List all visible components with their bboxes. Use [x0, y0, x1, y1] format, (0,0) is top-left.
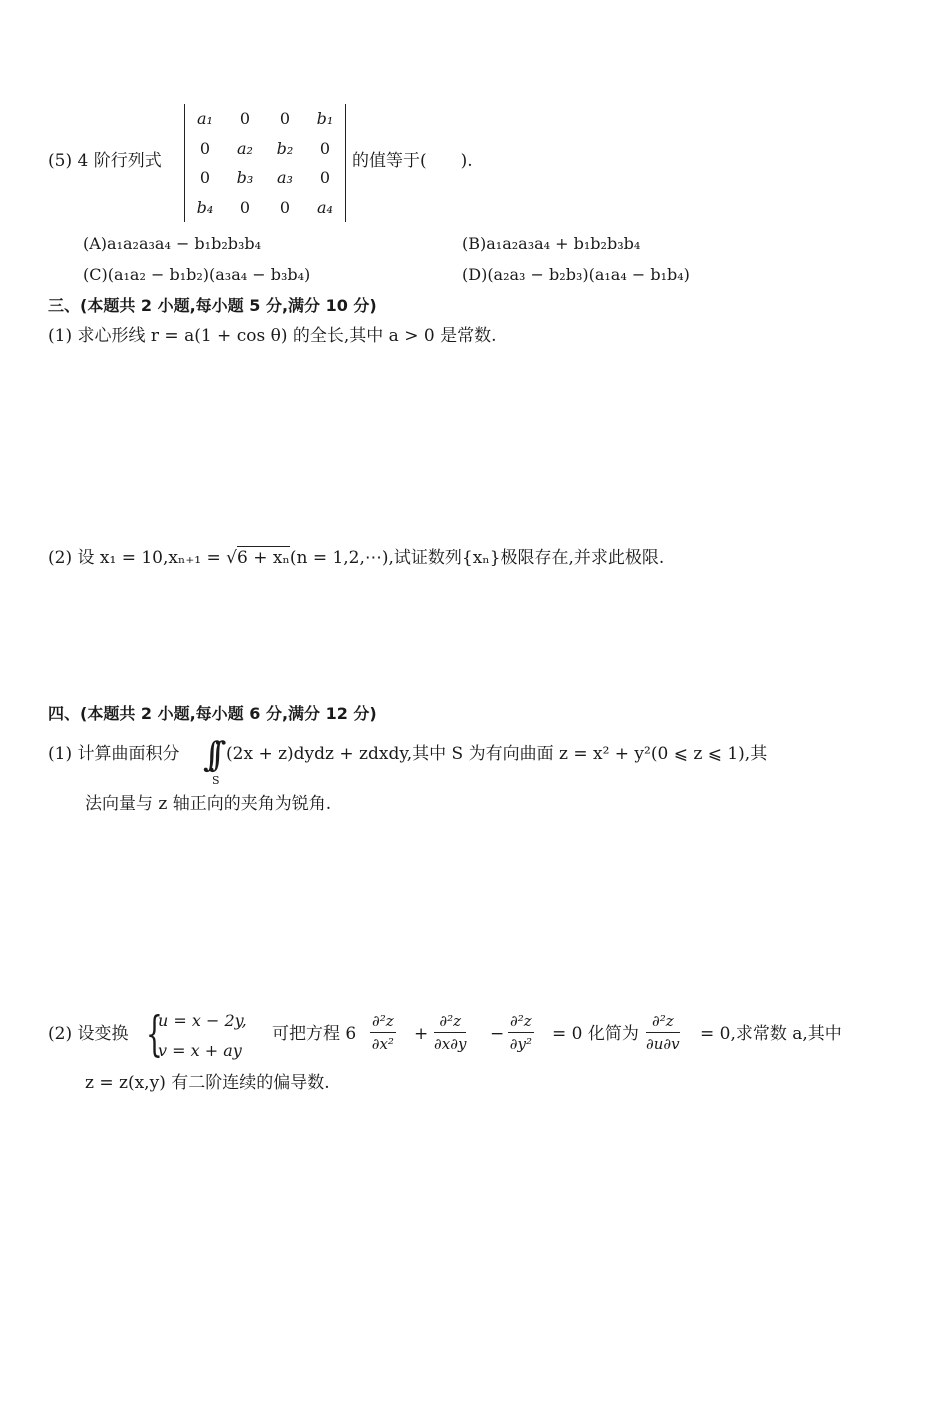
- frac-numerator: ∂²z: [434, 1012, 466, 1033]
- section-4-q1-line2: 法向量与 z 轴正向的夹角为锐角.: [85, 794, 332, 814]
- frac-numerator: ∂²z: [508, 1012, 534, 1033]
- det-cell: 0: [279, 109, 291, 129]
- determinant-4x4: [184, 104, 346, 222]
- det-cell: 0: [239, 197, 251, 217]
- section-4-q2-line2: z = z(x,y) 有二阶连续的偏导数.: [85, 1073, 330, 1093]
- option-b: (B)a₁a₂a₃a₄ + b₁b₂b₃b₄: [462, 234, 641, 253]
- section-3-heading: 三、(本题共 2 小题,每小题 5 分,满分 10 分): [48, 296, 377, 315]
- frac-denominator: ∂y²: [509, 1035, 532, 1053]
- q2-prefix: (2) 设 x₁ = 10,xₙ₊₁ =: [48, 548, 227, 568]
- fraction-d2z-dxdy: [434, 1012, 466, 1053]
- frac-denominator: ∂u∂v: [646, 1035, 680, 1053]
- left-brace: {: [146, 1006, 163, 1062]
- section-4-q2-tail: = 0,求常数 a,其中: [700, 1024, 842, 1044]
- section-4-heading: 四、(本题共 2 小题,每小题 6 分,满分 12 分): [48, 704, 377, 723]
- det-cell: b₃: [236, 168, 254, 188]
- det-cell: 0: [199, 168, 211, 188]
- q5-label: (5) 4 阶行列式: [48, 151, 162, 171]
- double-integral-sign: ∫∫: [203, 735, 215, 775]
- det-cell: a₂: [237, 138, 253, 158]
- section-4-q2-mid: 可把方程 6: [272, 1024, 357, 1044]
- q2-suffix: (n = 1,2,⋯),试证数列{xₙ}极限存在,并求此极限.: [289, 548, 665, 568]
- fraction-d2z-dudv: [646, 1012, 680, 1053]
- option-c: (C)(a₁a₂ − b₁b₂)(a₃a₄ − b₃b₄): [83, 265, 311, 284]
- det-cell: a₄: [317, 197, 333, 217]
- det-cell: a₃: [277, 168, 293, 188]
- det-cell: 0: [319, 138, 331, 158]
- sqrt-sign: √: [226, 548, 238, 568]
- integral-subscript: S: [212, 774, 220, 787]
- q5-suffix: 的值等于( ).: [352, 151, 473, 171]
- det-cell: 0: [199, 138, 211, 158]
- option-a: (A)a₁a₂a₃a₄ − b₁b₂b₃b₄: [83, 234, 262, 253]
- sqrt-radicand: 6 + xₙ: [237, 548, 290, 568]
- frac-numerator: ∂²z: [646, 1012, 680, 1033]
- section-4-q2-eq0: = 0 化简为: [552, 1024, 639, 1044]
- frac-numerator: ∂²z: [370, 1012, 396, 1033]
- system-eq-1: u = x − 2y,: [158, 1011, 247, 1030]
- det-cell: b₁: [316, 109, 334, 129]
- plus-sign: +: [414, 1024, 429, 1044]
- section-4-q1-body: (2x + z)dydz + zdxdy,其中 S 为有向曲面 z = x² + y²(0 ⩽ z ⩽ 1),其: [226, 744, 768, 764]
- frac-denominator: ∂x²: [371, 1035, 394, 1053]
- frac-denominator: ∂x∂y: [434, 1035, 467, 1053]
- det-cell: b₂: [276, 138, 294, 158]
- fraction-d2z-dy2: [508, 1012, 534, 1053]
- section-3-q1: (1) 求心形线 r = a(1 + cos θ) 的全长,其中 a > 0 是常数.: [48, 326, 497, 346]
- section-4-q1-prefix: (1) 计算曲面积分: [48, 744, 180, 764]
- fraction-d2z-dx2: [370, 1012, 396, 1053]
- system-eq-2: v = x + ay: [158, 1041, 242, 1060]
- option-d: (D)(a₂a₃ − b₂b₃)(a₁a₄ − b₁b₄): [462, 265, 690, 284]
- det-cell: 0: [279, 197, 291, 217]
- det-cell: a₁: [197, 109, 213, 129]
- section-3-q2: [48, 550, 664, 567]
- det-cell: b₄: [196, 197, 214, 217]
- section-4-q2-prefix: (2) 设变换: [48, 1024, 129, 1044]
- det-cell: 0: [319, 168, 331, 188]
- det-cell: 0: [239, 109, 251, 129]
- minus-sign: −: [490, 1024, 505, 1044]
